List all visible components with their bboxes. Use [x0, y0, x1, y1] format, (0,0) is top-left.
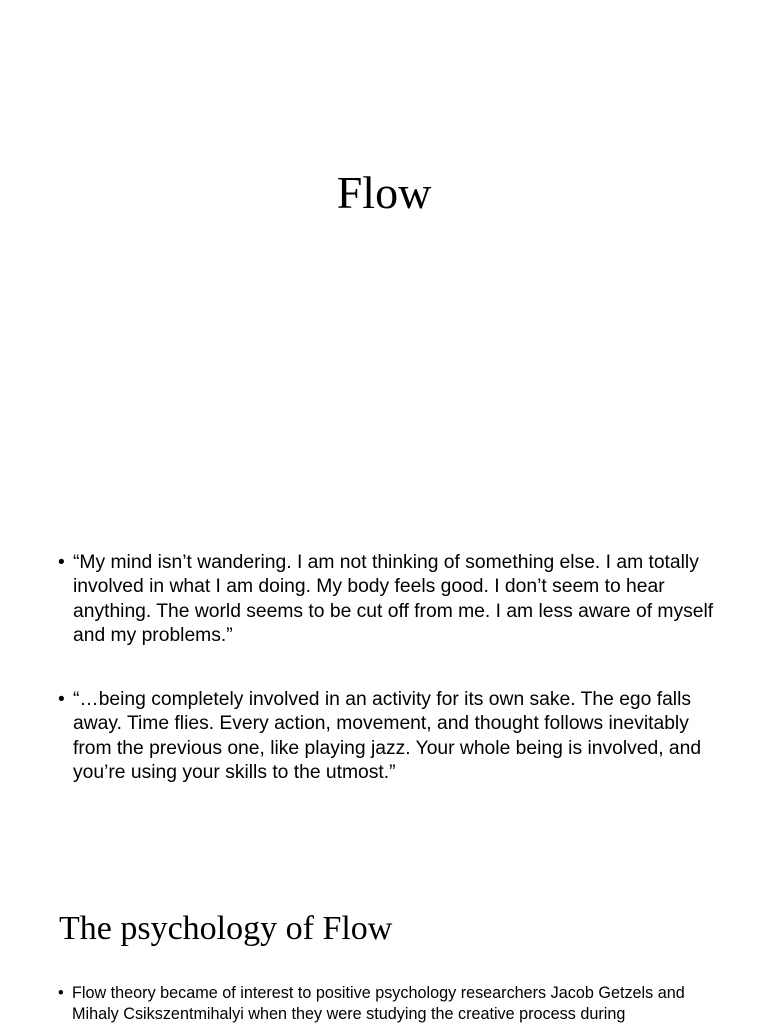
quote-list [58, 551, 718, 785]
quote-bullet: • “…being completely involved in an activity for its own sake. The ego falls away. Time flies. Every action, movement, and thought follows inevitably from the previous one, like playing jazz. Your whole being is involved, and you’re using your skills to the utmost.” [58, 688, 718, 785]
bullet-item: • Flow theory became of interest to positive psychology researchers Jacob Getzels and Mihaly Csikszentmihalyi when they were studying the creative process during [58, 983, 708, 1025]
slide-title: Flow [336, 167, 432, 218]
section-title: The psychology of Flow [59, 910, 393, 947]
quote-bullet: • “My mind isn’t wandering. I am not thinking of something else. I am totally involved in what I am doing. My body feels good. I don’t seem to hear anything. The world seems to be cut off from me. I am less aware of myself and my problems.” [58, 551, 718, 648]
bullet-list [58, 983, 708, 1025]
